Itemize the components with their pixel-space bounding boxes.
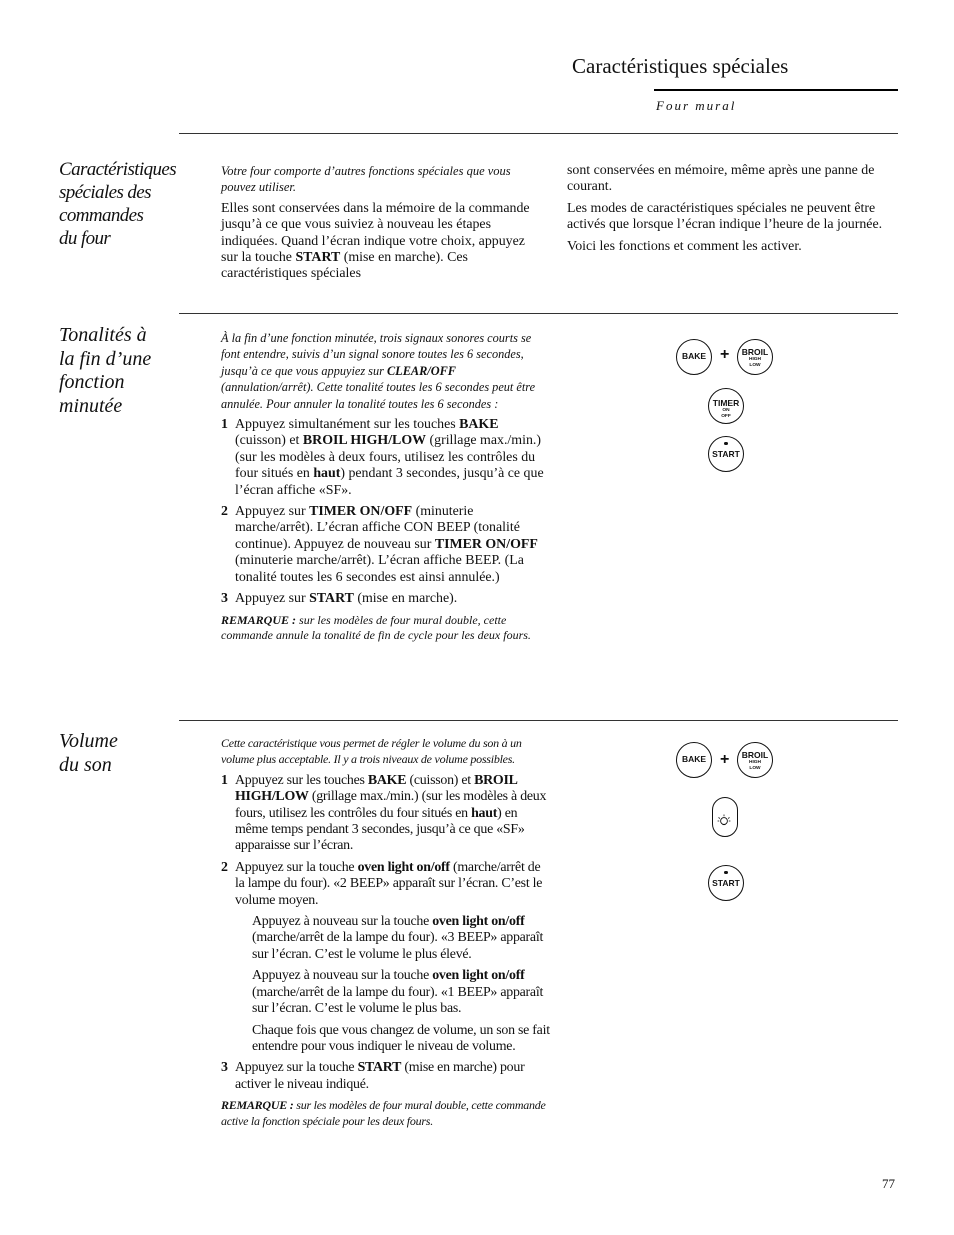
key-timer: TIMER ON/OFF [309,504,413,520]
text: (minuterie marche/arrêt). L’écran affiche CON BEEP (tonalité continue). Appuyez de nouveau sur [235,504,520,552]
steps-list [221,773,551,1093]
text: (minuterie marche/arrêt). L’écran affiche BEEP. (La tonalité toutes les 6 secondes est ainsi annulée.) [235,553,524,585]
step-number: 1 [221,772,228,788]
title-line: Volume [59,730,118,752]
text: Appuyez sur la touche [235,1060,358,1076]
text: (grillage max./min.) (sur les modèles à deux fours, utilisez les contrôles du four situés en [235,789,547,821]
text: (mise en marche). Ces caractéristiques spéciales [221,250,468,282]
text: Appuyez sur la touche [235,859,358,875]
title-line: Caractéristiques [59,159,177,180]
key-oven-light: oven light on/off [357,859,450,875]
oven-light-key-icon [712,797,738,837]
key-start: START [295,250,341,266]
text: Appuyez à nouveau sur la touche [252,914,433,930]
title-line: Tonalités à [59,324,147,346]
text: Elles sont conservées dans la mémoire de la commande jusqu’à ce que vous suiviez à nouveau les étapes indiquées. Quand l’écran indique votre choix, appuyez sur la touche [221,200,530,266]
section-title-timer-tones [59,324,151,418]
key-haut: haut [471,805,498,821]
key-label: START [712,878,740,888]
text: (marche/arrêt de la lampe du four). «3 BEEP» apparaît sur l’écran. C’est le volume le plus élevé. [252,930,544,962]
text: (grillage max./min.) (sur les modèles à deux fours, utilisez les contrôles du four situés en [235,433,541,482]
text: sur les modèles de four mural double, cette commande annule la tonalité de fin de cycle pour les deux fours. [221,612,531,642]
key-broil: BROIL HIGH/LOW [302,433,427,449]
intro-text: Votre four comporte d’autres fonctions spéciales que vous pouvez utiliser. [221,164,511,195]
step-item [221,860,551,1055]
body-paragraph: Voici les fonctions et comment les activer. [567,238,802,254]
step-item [221,1060,551,1093]
start-dot-icon [724,871,727,874]
section-title-special-features [59,158,176,250]
key-oven-light: oven light on/off [432,914,525,930]
note-label: REMARQUE : [221,612,297,627]
key-sublabel: OFF [721,413,731,419]
text: Appuyez à nouveau sur la touche [252,968,433,984]
key-label: BAKE [681,754,707,764]
key-bake: BAKE [367,772,407,788]
title-line: du son [59,753,112,776]
broil-key-icon [737,742,773,778]
intro-text: Cette caractéristique vous permet de régler le volume du son à un volume plus acceptable. Il y a trois niveaux de volume possibles. [221,736,522,767]
sub-step [235,914,551,963]
title-line: spéciales des [59,182,151,203]
key-start: START [309,591,354,607]
key-sublabel: LOW [749,362,761,368]
step-number: 3 [221,1060,228,1076]
key-sublabel: LOW [749,765,761,771]
step-number: 2 [221,859,228,875]
section-divider [179,133,898,134]
key-haut: haut [313,466,341,482]
section-divider [179,720,898,721]
title-line: fonction [59,371,125,393]
start-key-icon [708,865,744,901]
note-label: REMARQUE : [221,1098,294,1113]
key-sublabel: ON [722,408,730,413]
title-line: minutée [59,394,123,417]
step-item [221,773,551,855]
text: Appuyez sur [235,504,310,520]
section-title-volume [59,730,118,777]
timer-key-icon [708,388,744,424]
key-timer: TIMER ON/OFF [434,536,538,552]
key-label: START [712,449,740,459]
key-sublabel: HIGH [749,760,761,765]
text: (mise en marche) pour activer le niveau indiqué. [235,1060,525,1092]
text: (marche/arrêt de la lampe du four). «1 BEEP» apparaît sur l’écran. C’est le volume le plus bas. [252,984,544,1017]
key-oven-light: oven light on/off [432,968,525,984]
step-number: 3 [221,591,228,607]
step-item [221,591,551,607]
bake-key-icon [676,339,712,375]
section1-col2 [567,163,892,260]
sub-step: Chaque fois que vous changez de volume, un son se fait entendre pour vous indiquer le niveau de volume. [252,1022,550,1054]
plus-sign: + [720,751,730,768]
section3-body [221,735,551,1134]
start-dot-icon [724,442,727,445]
key-sublabel: HIGH [749,357,761,362]
title-line: commandes [59,205,144,226]
section2-body [221,330,551,649]
step-item [221,504,551,586]
key-start: START [357,1060,402,1076]
broil-key-icon [737,339,773,375]
body-paragraph: sont conservées en mémoire, même après une panne de courant. [567,163,875,195]
key-broil: BROIL HIGH/LOW [235,772,517,805]
body-paragraph [221,201,541,283]
header-rule [654,89,898,91]
key-clear-off: CLEAR/OFF [386,363,457,378]
page-title: Caractéristiques spéciales [572,54,789,78]
sub-step [235,968,551,1017]
step-number: 2 [221,504,228,520]
step-item [221,417,551,499]
body-paragraph: Les modes de caractéristiques spéciales ne peuvent être activés que lorsque l’écran indique l’heure de la journée. [567,200,883,233]
section1-col1 [221,163,541,288]
text: Appuyez sur les touches [235,772,368,788]
title-line: la fin d’une [59,347,152,370]
text: (cuisson) et [406,772,475,788]
text: ) pendant 3 secondes, jusqu’à ce que l’écran affiche «SF». [235,466,544,498]
key-label: TIMER [712,398,740,408]
page-number: 77 [882,1176,895,1191]
plus-sign: + [720,346,730,363]
text: ) en même temps pendant 3 secondes, jusqu’à ce que «SF» apparaisse sur l’écran. [235,805,525,854]
title-line: du four [59,228,111,249]
step-number: 1 [221,417,228,433]
intro-text [221,330,551,412]
text: (annulation/arrêt). Cette tonalité toutes les 6 secondes peut être annulée. Pour annuler la tonalité toutes les 6 secondes : [221,380,536,411]
note [221,1098,551,1129]
lightbulb-icon [713,798,737,836]
start-key-icon [708,436,744,472]
key-label: BROIL [741,347,769,357]
text: sur les modèles de four mural double, cette commande active la fonction spéciale pour les deux fours. [221,1098,546,1128]
key-bake: BAKE [459,417,499,433]
text: (cuisson) et [235,433,303,449]
text: Appuyez sur [235,591,310,607]
text: (marche/arrêt de la lampe du four). «2 BEEP» apparaît sur l’écran. C’est le volume moyen. [235,859,543,908]
text: Appuyez simultanément sur les touches [235,417,460,433]
text: (mise en marche). [353,591,458,607]
steps-list [221,417,551,607]
bake-key-icon [676,742,712,778]
note [221,613,551,644]
section-divider [179,313,898,314]
key-label: BROIL [741,750,769,760]
key-label: BAKE [681,351,707,361]
page-subtitle: Four mural [656,98,737,113]
text: À la fin d’une fonction minutée, trois signaux sonores courts se font entendre, suivis d’un signal sonore toutes les 6 secondes, jusqu’à ce que vous appuyiez sur [221,331,532,378]
